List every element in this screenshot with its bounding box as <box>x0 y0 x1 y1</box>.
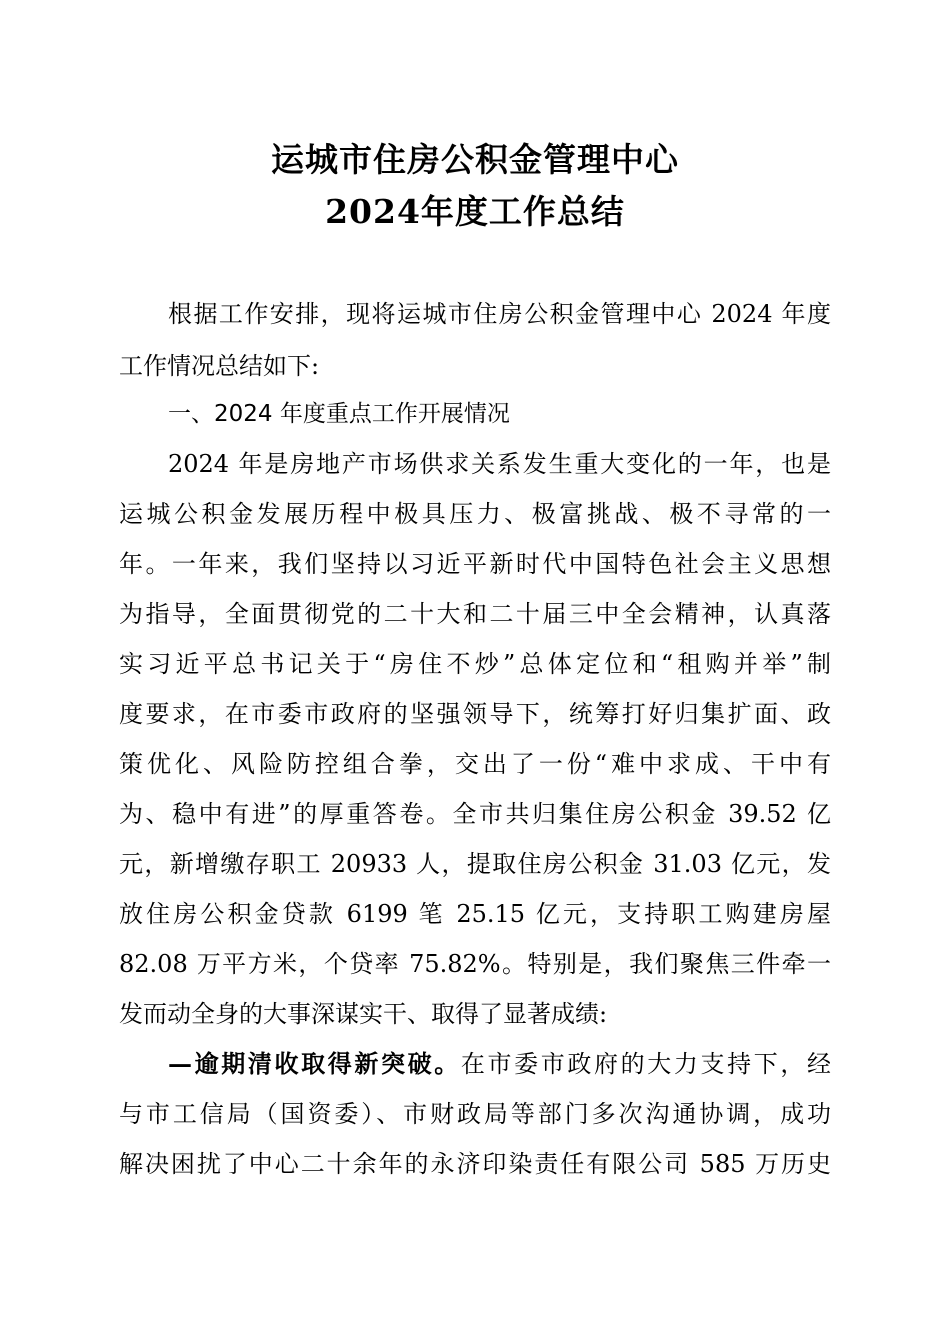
intro-line: 根据工作安排，现将运城市住房公积金管理中心 2024 年度 <box>168 300 831 328</box>
paragraph-line: 发而动全身的大事深谋实干、取得了显著成绩: <box>119 1000 608 1028</box>
overdue-first-line-text: 在市委市政府的大力支持下，经 <box>460 1050 831 1078</box>
paragraph-line: 82.08 万平方米，个贷率 75.82%。特别是，我们聚焦三件牵一 <box>119 950 831 978</box>
document-title-line-2: 2024年度工作总结 <box>325 192 625 231</box>
overdue-paragraph-first-line <box>168 1044 831 1084</box>
paragraph-line: 元，新增缴存职工 20933 人，提取住房公积金 31.03 亿元，发 <box>119 850 831 878</box>
paragraph-line: 解决困扰了中心二十余年的永济印染责任有限公司 585 万历史 <box>119 1150 831 1178</box>
paragraph-line: 为、稳中有进”的厚重答卷。全市共归集住房公积金 39.52 亿 <box>119 800 831 828</box>
paragraph-line: 年。一年来，我们坚持以习近平新时代中国特色社会主义思想 <box>119 550 831 578</box>
paragraph-line: 放住房公积金贷款 6199 笔 25.15 亿元，支持职工购建房屋 <box>119 900 831 928</box>
overdue-lead-text: —逾期清收取得新突破。 <box>168 1049 461 1078</box>
paragraph-line: 2024 年是房地产市场供求关系发生重大变化的一年，也是 <box>168 450 831 478</box>
paragraph-line: 为指导，全面贯彻党的二十大和二十届三中全会精神，认真落 <box>119 600 831 628</box>
paragraph-line: 运城公积金发展历程中极具压力、极富挑战、极不寻常的一 <box>119 500 831 528</box>
paragraph-line: 与市工信局（国资委）、市财政局等部门多次沟通协调，成功 <box>119 1100 831 1128</box>
paragraph-line: 实习近平总书记关于“房住不炒”总体定位和“租购并举”制 <box>119 650 831 678</box>
section-heading: 一、2024 年度重点工作开展情况 <box>168 401 510 427</box>
paragraph-line: 策优化、风险防控组合拳，交出了一份“难中求成、干中有 <box>119 750 831 778</box>
document-title-line-1: 运城市住房公积金管理中心 <box>271 140 679 179</box>
paragraph-line: 度要求，在市委市政府的坚强领导下，统筹打好归集扩面、政 <box>119 700 831 728</box>
intro-line: 工作情况总结如下: <box>119 352 320 380</box>
